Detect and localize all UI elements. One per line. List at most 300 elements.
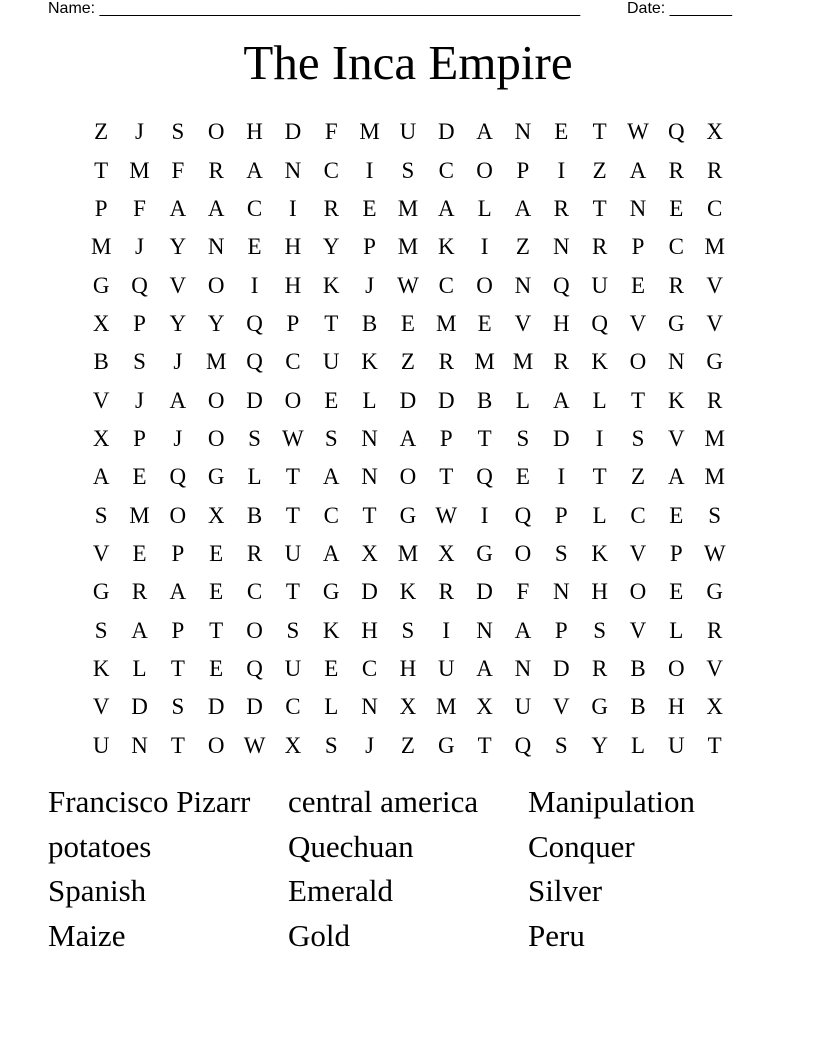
grid-letter: U [514,694,532,720]
grid-letter: K [322,617,340,643]
grid-letter: W [282,425,304,451]
grid-letter: V [92,694,110,720]
grid-letter: V [668,425,685,451]
grid-letter: J [173,349,183,375]
grid-letter: D [437,387,455,413]
grid-letter: L [669,617,684,643]
grid-letter: V [706,655,723,681]
grid-letter: U [437,655,455,681]
grid-letter: E [209,655,224,681]
grid-letter: L [630,732,646,758]
grid-letter: Q [246,310,263,336]
grid-letter: G [399,502,417,528]
word-list-item: Peru [528,918,585,954]
grid-letter: G [322,579,340,605]
grid-letter: R [553,349,569,375]
grid-letter: T [285,502,300,528]
grid-letter: T [170,732,185,758]
grid-letter: K [92,655,110,681]
grid-letter: V [92,540,110,566]
grid-letter: S [593,617,607,643]
grid-letter: Q [131,272,148,298]
grid-letter: Z [515,234,530,260]
grid-letter: U [668,732,685,758]
grid-letter: K [399,579,417,605]
grid-letter: I [289,195,297,221]
grid-letter: N [361,425,378,451]
grid-letter: E [669,502,684,528]
grid-letter: W [243,732,266,758]
grid-letter: M [436,310,457,336]
grid-letter: S [171,694,185,720]
grid-letter: O [629,579,647,605]
grid-letter: P [133,310,146,336]
grid-letter: I [442,617,451,643]
grid-letter: Z [400,732,415,758]
grid-letter: D [361,579,378,605]
grid-letter: G [92,272,110,298]
grid-letter: V [514,310,532,336]
grid-letter: U [591,272,608,298]
grid-letter: M [704,425,725,451]
grid-letter: M [205,349,227,375]
grid-letter: X [92,425,110,451]
grid-letter: G [591,694,608,720]
grid-letter: M [90,234,112,260]
grid-letter: S [554,540,568,566]
grid-letter: A [169,195,187,221]
grid-letter: S [401,617,415,643]
grid-letter: E [132,540,147,566]
grid-letter: E [515,464,530,490]
grid-letter: R [707,387,723,413]
grid-letter: E [132,464,147,490]
grid-letter: E [400,310,415,336]
grid-letter: N [361,694,378,720]
grid-letter: O [284,387,302,413]
grid-letter: R [323,195,339,221]
grid-letter: X [399,694,417,720]
grid-letter: P [631,234,645,260]
grid-letter: E [630,272,646,298]
worksheet-header [0,0,816,22]
grid-letter: P [516,157,530,183]
grid-letter: K [591,540,608,566]
grid-letter: U [284,540,302,566]
grid-letter: Z [592,157,607,183]
grid-letter: A [322,540,340,566]
grid-letter: I [480,234,489,260]
grid-letter: W [627,119,649,145]
grid-letter: S [631,425,645,451]
grid-letter: Y [591,732,608,758]
grid-letter: J [135,387,144,413]
grid-letter: S [324,425,338,451]
grid-letter: H [552,310,570,336]
grid-letter: V [92,387,110,413]
grid-letter: B [630,655,646,681]
grid-letter: X [92,310,110,336]
grid-letter: S [94,502,108,528]
grid-letter: N [514,655,532,681]
grid-letter: W [435,502,458,528]
word-list-item: Spanish [48,873,147,909]
grid-letter: T [477,425,492,451]
grid-letter: E [324,655,339,681]
grid-letter: P [439,425,453,451]
grid-letter: E [362,195,377,221]
grid-letter: C [438,157,454,183]
grid-letter: R [591,234,608,260]
grid-letter: O [476,157,493,183]
grid-letter: T [362,502,377,528]
grid-letter: P [554,617,568,643]
grid-letter: K [437,234,455,260]
grid-letter: D [399,387,417,413]
grid-letter: A [399,425,417,451]
grid-letter: O [514,540,532,566]
grid-letter: Z [630,464,646,490]
grid-letter: I [250,272,259,298]
grid-letter: R [438,579,454,605]
grid-letter: M [704,464,725,490]
grid-letter: M [397,195,419,221]
grid-letter: V [629,540,647,566]
grid-letter: A [476,655,493,681]
grid-letter: P [171,540,185,566]
grid-letter: H [246,119,263,145]
grid-letter: C [630,502,646,528]
grid-letter: M [512,349,534,375]
grid-letter: G [706,349,723,375]
grid-letter: A [437,195,455,221]
grid-letter: S [516,425,530,451]
grid-letter: H [668,694,685,720]
grid-letter: H [284,272,302,298]
grid-letter: T [592,195,607,221]
grid-letter: C [246,579,263,605]
grid-letter: V [629,310,647,336]
grid-letter: O [207,387,225,413]
grid-letter: A [552,387,570,413]
grid-letter: R [438,349,454,375]
grid-letter: K [591,349,608,375]
grid-letter: M [397,540,419,566]
grid-letter: M [397,234,419,260]
grid-letter: P [554,502,568,528]
grid-letter: P [171,617,185,643]
grid-letter: S [401,157,415,183]
grid-letter: B [361,310,378,336]
grid-letter: D [246,387,263,413]
grid-letter: P [669,540,683,566]
grid-letter: V [169,272,187,298]
grid-letter: S [324,732,338,758]
grid-letter: C [707,195,723,221]
page-title: The Inca Empire [243,35,573,90]
grid-letter: Y [169,310,187,336]
grid-letter: E [247,234,262,260]
grid-letter: U [284,655,302,681]
grid-letter: E [669,195,684,221]
grid-letter: R [707,617,723,643]
word-list-item: Maize [48,918,126,954]
grid-letter: M [129,157,150,183]
grid-letter: I [480,502,489,528]
grid-letter: N [514,272,532,298]
grid-letter: T [592,464,607,490]
grid-letter: C [361,655,378,681]
grid-letter: U [399,119,417,145]
grid-letter: N [629,195,647,221]
grid-letter: L [247,464,262,490]
grid-letter: A [322,464,340,490]
grid-letter: N [552,579,570,605]
grid-letter: G [668,310,685,336]
grid-letter: S [286,617,300,643]
word-list [48,780,768,958]
grid-letter: Q [169,464,187,490]
grid-letter: D [552,655,570,681]
grid-letter: O [629,349,647,375]
grid-letter: A [246,157,263,183]
grid-letter: N [131,732,148,758]
grid-letter: C [323,157,339,183]
grid-letter: G [476,540,493,566]
grid-letter: L [515,387,530,413]
grid-letter: T [707,732,722,758]
grid-letter: D [246,694,263,720]
grid-letter: D [476,579,493,605]
grid-letter: D [437,119,455,145]
grid-letter: F [324,119,338,145]
grid-letter: D [552,425,570,451]
grid-letter: Y [207,310,225,336]
grid-letter: P [94,195,108,221]
grid-letter: O [207,272,225,298]
grid-letter: R [131,579,148,605]
grid-letter: C [668,234,684,260]
grid-letter: A [92,464,110,490]
grid-letter: E [669,579,684,605]
word-list-item: Conquer [528,828,635,864]
grid-letter: O [207,732,225,758]
grid-letter: U [322,349,340,375]
grid-letter: P [286,310,300,336]
word-list-item: Manipulation [528,784,696,820]
word-list-item: Gold [288,918,350,954]
grid-letter: B [476,387,493,413]
grid-letter: H [284,234,302,260]
grid-letter: R [208,157,224,183]
grid-letter: N [668,349,685,375]
grid-letter: L [324,694,339,720]
grid-letter: V [706,272,723,298]
grid-letter: I [557,464,566,490]
grid-letter: T [209,617,224,643]
grid-letter: K [322,272,340,298]
grid-letter: E [209,579,224,605]
grid-letter: J [173,425,183,451]
grid-letter: O [207,119,225,145]
grid-letter: J [135,119,144,145]
grid-letter: A [629,157,647,183]
grid-letter: P [363,234,376,260]
grid-letter: S [171,119,185,145]
grid-letter: A [207,195,225,221]
grid-letter: U [92,732,110,758]
grid-letter: T [477,732,492,758]
grid-letter: H [399,655,417,681]
grid-letter: O [476,272,493,298]
grid-letter: Q [514,732,532,758]
grid-letter: V [706,310,723,336]
grid-letter: O [246,617,263,643]
grid-letter: P [133,425,146,451]
grid-letter: O [207,425,225,451]
grid-letter: C [246,195,263,221]
grid-letter: E [477,310,492,336]
grid-letter: V [629,617,647,643]
grid-letter: A [476,119,493,145]
grid-letter: A [668,464,685,490]
grid-letter: W [397,272,419,298]
grid-letter: D [207,694,225,720]
grid-letter: N [284,157,302,183]
grid-letter: T [170,655,185,681]
grid-letter: G [437,732,455,758]
grid-letter: F [516,579,530,605]
grid-letter: X [284,732,302,758]
grid-letter: T [94,157,109,183]
grid-letter: Z [400,349,415,375]
grid-letter: Y [322,234,340,260]
grid-letter: E [209,540,224,566]
grid-letter: B [246,502,263,528]
grid-letter: T [592,119,607,145]
grid-letter: C [438,272,454,298]
word-search-grid [82,113,734,765]
grid-letter: L [477,195,492,221]
grid-letter: I [595,425,604,451]
grid-letter: Q [476,464,493,490]
grid-letter: N [476,617,493,643]
grid-letter: E [324,387,339,413]
grid-letter: F [133,195,146,221]
word-list-item: Silver [528,873,603,909]
word-list-item: Quechuan [288,828,414,864]
grid-letter: X [706,119,723,145]
grid-letter: M [359,119,380,145]
word-list-item: Francisco Pizarr [48,784,251,820]
grid-letter: L [592,387,607,413]
grid-letter: F [171,157,185,183]
grid-letter: E [554,119,569,145]
grid-letter: A [131,617,148,643]
grid-letter: I [557,157,566,183]
grid-letter: X [361,540,378,566]
grid-letter: K [668,387,685,413]
grid-letter: S [708,502,722,528]
grid-letter: S [248,425,261,451]
grid-letter: Q [246,349,263,375]
grid-letter: T [630,387,646,413]
grid-letter: M [474,349,495,375]
grid-letter: B [93,349,109,375]
grid-letter: H [591,579,608,605]
grid-letter: X [437,540,455,566]
grid-letter: R [668,157,684,183]
grid-letter: L [592,502,607,528]
date-field-label: Date: _______ [627,0,732,17]
grid-letter: C [323,502,339,528]
grid-letter: X [476,694,493,720]
word-list-item: potatoes [48,828,152,864]
grid-letter: M [704,234,725,260]
grid-letter: N [514,119,532,145]
grid-letter: H [361,617,378,643]
grid-letter: Q [668,119,685,145]
grid-letter: Q [552,272,570,298]
grid-letter: N [552,234,570,260]
grid-letter: R [553,195,569,221]
grid-letter: T [285,464,300,490]
grid-letter: J [365,272,375,298]
grid-letter: O [169,502,187,528]
grid-letter: K [361,349,378,375]
grid-letter: D [284,119,302,145]
grid-letter: J [365,732,375,758]
grid-letter: L [132,655,147,681]
grid-letter: G [92,579,110,605]
grid-letter: R [707,157,723,183]
grid-letter: O [399,464,417,490]
grid-letter: W [703,540,726,566]
grid-letter: A [169,579,187,605]
grid-letter: N [361,464,378,490]
grid-letter: A [514,195,532,221]
grid-letter: R [668,272,684,298]
grid-letter: G [706,579,723,605]
name-field-label: Name: ______________________________________________________ [48,0,581,17]
word-list-item: Emerald [288,873,394,909]
grid-letter: Y [169,234,187,260]
grid-letter: Q [591,310,608,336]
grid-letter: Z [94,119,109,145]
grid-letter: I [365,157,374,183]
grid-letter: J [135,234,144,260]
grid-letter: C [285,694,301,720]
grid-letter: G [207,464,225,490]
grid-letter: L [362,387,377,413]
grid-letter: B [630,694,646,720]
grid-letter: V [552,694,570,720]
grid-letter: X [207,502,225,528]
grid-letter: S [133,349,146,375]
grid-letter: D [131,694,148,720]
grid-letter: R [591,655,608,681]
grid-letter: Q [246,655,263,681]
grid-letter: A [169,387,187,413]
grid-letter: T [285,579,300,605]
grid-letter: A [514,617,532,643]
grid-letter: M [436,694,457,720]
grid-letter: S [94,617,108,643]
grid-letter: C [285,349,301,375]
grid-letter: T [324,310,339,336]
grid-letter: R [246,540,263,566]
grid-letter: S [554,732,568,758]
